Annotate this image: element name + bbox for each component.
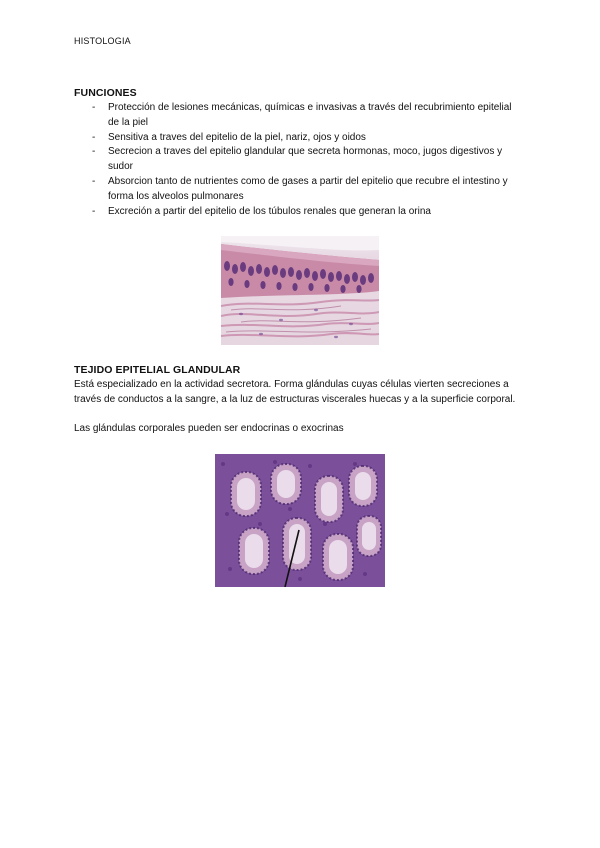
list-item-text: Absorcion tanto de nutrientes como de gases a partir del epitelio que recubre el intestino y forma los alveolos pulmonares	[108, 175, 508, 202]
list-item-text: Protección de lesiones mecánicas, químicas e invasivas a través del recubrimiento epitelial de la piel	[108, 102, 512, 128]
epithelium-micrograph	[221, 236, 379, 345]
list-item-text: Secrecion a traves del epitelio glandular que secreta hormonas, moco, jugos digestivos y sudor	[108, 146, 503, 173]
bullet-dash: -	[92, 205, 96, 217]
list-item	[92, 145, 524, 175]
bullet-dash: -	[92, 146, 96, 158]
funciones-heading: FUNCIONES	[74, 87, 137, 99]
list-item-text: Excreción a partir del epitelio de los túbulos renales que generan la orina	[108, 205, 431, 217]
glandular-heading: TEJIDO EPITELIAL GLANDULAR	[74, 364, 241, 376]
glandular-types-note: Las glándulas corporales pueden ser endocrinas o exocrinas	[74, 423, 344, 434]
glandular-description: Está especializado en la actividad secretora. Forma glándulas cuyas células vierten secreciones a través de conductos a la sangre, a la luz de estructuras viscerales huecas y a la superficie corporal.	[74, 379, 516, 405]
funciones-list	[92, 101, 524, 219]
glandular-micrograph	[215, 454, 385, 587]
bullet-dash: -	[92, 102, 96, 113]
list-item	[92, 131, 524, 146]
list-item-text: Sensitiva a traves del epitelio de la piel, nariz, ojos y oidos	[108, 131, 366, 143]
list-item	[92, 205, 524, 220]
list-item	[92, 101, 524, 131]
bullet-dash: -	[92, 131, 96, 143]
list-item	[92, 175, 524, 205]
bullet-dash: -	[92, 175, 96, 187]
page-header: HISTOLOGIA	[74, 36, 131, 46]
